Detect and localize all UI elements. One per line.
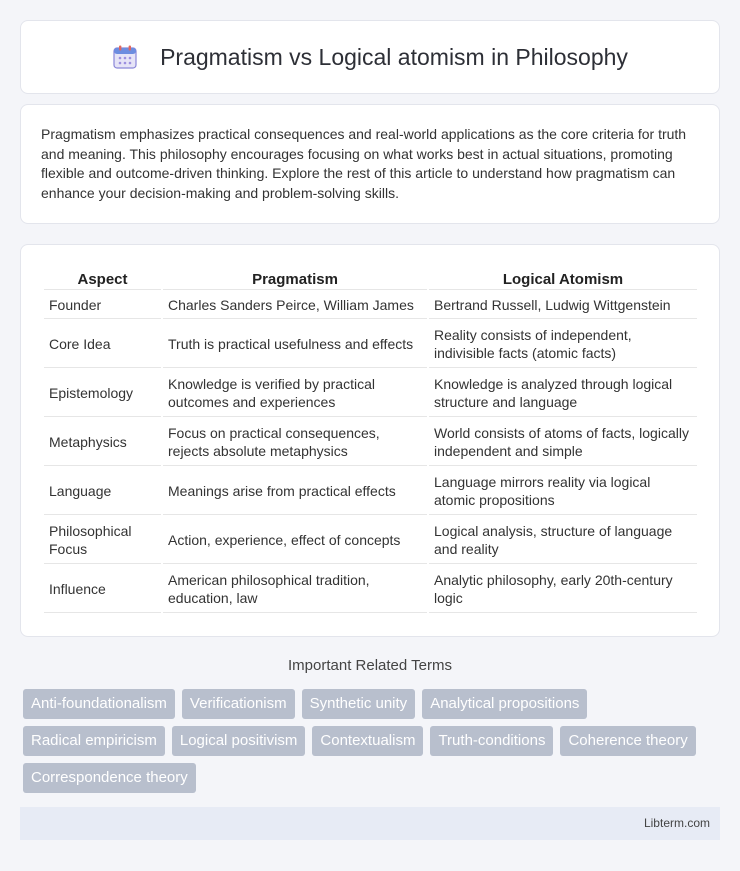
term-tag[interactable]: Verificationism xyxy=(182,689,295,719)
cell-aspect: Influence xyxy=(44,566,161,613)
term-tag[interactable]: Coherence theory xyxy=(560,726,695,756)
table-row xyxy=(44,292,697,319)
cell-pragmatism: Knowledge is verified by practical outcomes and experiences xyxy=(163,370,427,417)
footer-site-link[interactable]: Libterm.com xyxy=(643,816,710,830)
cell-logical-atomism: Analytic philosophy, early 20th-century logic xyxy=(429,566,697,613)
calendar-icon xyxy=(112,44,138,70)
footer xyxy=(20,807,720,840)
cell-aspect: Language xyxy=(44,468,161,515)
cell-logical-atomism: Logical analysis, structure of language and reality xyxy=(429,517,697,564)
cell-logical-atomism: World consists of atoms of facts, logically independent and simple xyxy=(429,419,697,466)
table-row xyxy=(44,566,697,613)
cell-pragmatism: American philosophical tradition, education, law xyxy=(163,566,427,613)
page-title: Pragmatism vs Logical atomism in Philosophy xyxy=(160,43,628,70)
cell-aspect: Philosophical Focus xyxy=(44,517,161,564)
term-tag[interactable]: Logical positivism xyxy=(172,726,306,756)
table-row xyxy=(44,370,697,417)
term-tag[interactable]: Correspondence theory xyxy=(23,763,196,793)
comparison-table xyxy=(42,265,699,615)
intro-card xyxy=(20,104,720,224)
table-row xyxy=(44,468,697,515)
term-tag[interactable]: Radical empiricism xyxy=(23,726,165,756)
header-logical-atomism: Logical Atomism xyxy=(429,267,697,290)
cell-aspect: Metaphysics xyxy=(44,419,161,466)
related-terms-list xyxy=(23,689,723,800)
cell-aspect: Core Idea xyxy=(44,321,161,368)
table-row xyxy=(44,419,697,466)
cell-pragmatism: Truth is practical usefulness and effects xyxy=(163,321,427,368)
cell-pragmatism: Focus on practical consequences, rejects absolute metaphysics xyxy=(163,419,427,466)
term-tag[interactable]: Synthetic unity xyxy=(302,689,416,719)
cell-pragmatism: Action, experience, effect of concepts xyxy=(163,517,427,564)
term-tag[interactable]: Contextualism xyxy=(312,726,423,756)
header-pragmatism: Pragmatism xyxy=(163,267,427,290)
term-tag[interactable]: Truth-conditions xyxy=(430,726,553,756)
intro-text: Pragmatism emphasizes practical consequences and real-world applications as the core criteria for truth and meaning. This philosophy encourages focusing on what works best in actual situations, promoting flexible and outcome-driven thinking. Explore the rest of this article to understand how pragmatism can enhance your decision-making and problem-solving skills. xyxy=(41,126,687,201)
term-tag[interactable]: Anti-foundationalism xyxy=(23,689,175,719)
cell-pragmatism: Meanings arise from practical effects xyxy=(163,468,427,515)
cell-logical-atomism: Language mirrors reality via logical atomic propositions xyxy=(429,468,697,515)
cell-aspect: Epistemology xyxy=(44,370,161,417)
table-header-row xyxy=(44,267,697,290)
table-row xyxy=(44,321,697,368)
header-aspect: Aspect xyxy=(44,267,161,290)
term-tag[interactable]: Analytical propositions xyxy=(422,689,587,719)
related-terms-title: Important Related Terms xyxy=(288,657,452,674)
cell-aspect: Founder xyxy=(44,292,161,319)
cell-logical-atomism: Bertrand Russell, Ludwig Wittgenstein xyxy=(429,292,697,319)
cell-logical-atomism: Knowledge is analyzed through logical structure and language xyxy=(429,370,697,417)
table-row xyxy=(44,517,697,564)
comparison-card xyxy=(20,244,720,637)
cell-pragmatism: Charles Sanders Peirce, William James xyxy=(163,292,427,319)
header-card xyxy=(20,20,720,94)
cell-logical-atomism: Reality consists of independent, indivisible facts (atomic facts) xyxy=(429,321,697,368)
